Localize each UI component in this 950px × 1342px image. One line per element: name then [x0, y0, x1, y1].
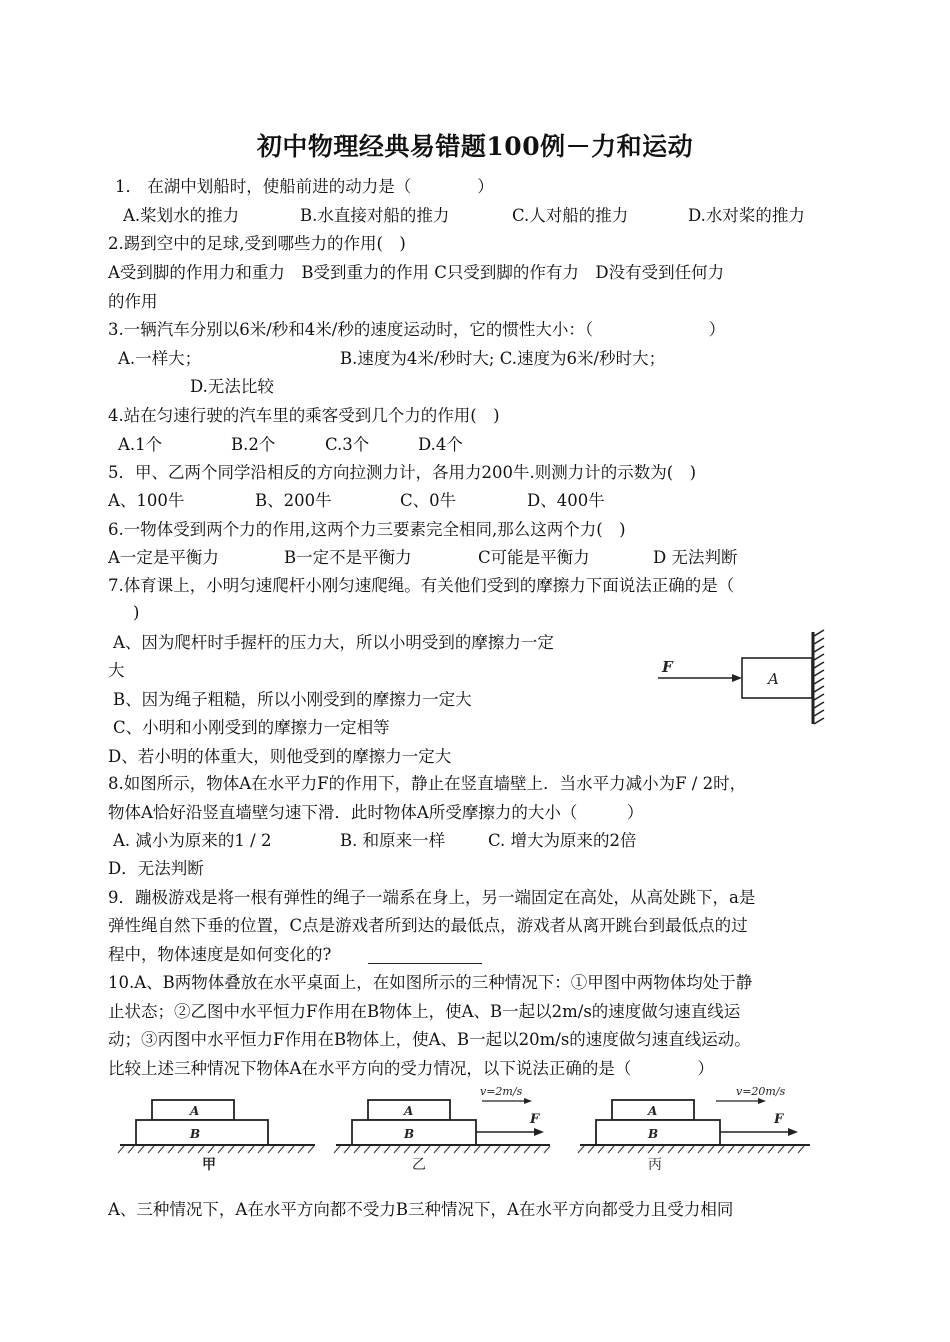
question-3-option-d: D.无法比较 — [190, 377, 274, 396]
option-c: C.人对船的推力 — [512, 206, 629, 225]
option-c: C.3个 — [325, 435, 370, 454]
force-arrowhead — [732, 674, 742, 682]
option-bc: B.速度为4米/秒时大; C.速度为6米/秒时大； — [340, 349, 666, 368]
question-8-cont: 物体A恰好沿竖直墙壁匀速下滑．此时物体A所受摩擦力的大小（ ） — [108, 803, 644, 822]
force-label: F — [774, 1112, 784, 1127]
question-3: 3.一辆汽车分别以6米/秒和4米/秒的速度运动时，它的惯性大小：（ ） — [108, 320, 726, 339]
question-7-option-a: A、因为爬杆时手握杆的压力大，所以小明受到的摩擦力一定 — [113, 633, 554, 652]
question-8-option-d: D．无法判断 — [108, 859, 204, 878]
question-7-option-d: D、若小明的体重大，则他受到的摩擦力一定大 — [108, 747, 452, 766]
option-b: B、200牛 — [255, 491, 332, 510]
caption-yi: 乙 — [412, 1157, 426, 1173]
caption-jia: 甲 — [202, 1157, 216, 1173]
question-7: 7.体育课上，小明匀速爬杆小刚匀速爬绳。有关他们受到的摩擦力下面说法正确的是（ — [108, 576, 735, 595]
option-a: A、100牛 — [108, 491, 185, 510]
velocity-label: v=2m/s — [480, 1085, 523, 1098]
option-b: B.水直接对船的推力 — [300, 206, 450, 225]
question-6: 6.一物体受到两个力的作用,这两个力三要素完全相同,那么这两个力( ) — [108, 520, 626, 539]
caption-bing: 丙 — [648, 1157, 662, 1173]
force-label: F — [662, 658, 673, 676]
question-7-option-b: B、因为绳子粗糙，所以小刚受到的摩擦力一定大 — [113, 690, 472, 709]
option-a: A一定是平衡力 — [108, 548, 219, 567]
option-c: C. 增大为原来的2倍 — [488, 831, 637, 850]
force-arrowhead — [788, 1128, 798, 1136]
block-a-label: A — [768, 670, 779, 688]
wall-force-figure — [650, 628, 840, 728]
option-a: A.1个 — [118, 435, 163, 454]
block-b-label: B — [648, 1127, 659, 1141]
option-a: A.桨划水的推力 — [123, 206, 240, 225]
force-arrowhead — [534, 1128, 544, 1136]
question-7-cont: ) — [133, 603, 140, 622]
figure-jia — [118, 1100, 315, 1173]
question-7-option-a-cont: 大 — [108, 661, 125, 680]
question-2-options: A受到脚的作用力和重力 B受到重力的作用 C只受到脚的作有力 D没有受到任何力 — [108, 263, 725, 282]
force-label: F — [530, 1112, 540, 1127]
block-a-label: A — [404, 1104, 414, 1118]
option-d: D、400牛 — [527, 491, 605, 510]
figure-yi — [334, 1085, 550, 1173]
option-d: D.水对桨的推力 — [688, 206, 805, 225]
question-9-cont-1: 弹性绳自然下垂的位置，C点是游戏者所到达的最低点，游戏者从离开跳台到最低点的过 — [108, 916, 748, 935]
question-4: 4.站在匀速行驶的汽车里的乘客受到几个力的作用( ) — [108, 406, 500, 425]
block-b — [136, 1120, 268, 1145]
question-5: 5．甲、乙两个同学沿相反的方向拉测力计，各用力200牛.则测力计的示数为( ) — [108, 463, 697, 482]
option-a: A. 减小为原来的1 / 2 — [113, 831, 272, 850]
option-b: B. 和原来一样 — [340, 831, 446, 850]
question-10: 10.A、B两物体叠放在水平桌面上，在如图所示的三种情况下：①甲图中两物体均处于静 — [108, 973, 753, 992]
question-10-options: A、三种情况下，A在水平方向都不受力B三种情况下，A在水平方向都受力且受力相同 — [108, 1200, 734, 1219]
velocity-label: v=20m/s — [736, 1085, 786, 1098]
option-c: C、0牛 — [400, 491, 457, 510]
question-2: 2.踢到空中的足球,受到哪些力的作用( ) — [108, 234, 406, 253]
block-b-label: B — [190, 1127, 201, 1141]
ground-hatching — [118, 1146, 314, 1153]
option-d: D 无法判断 — [653, 548, 738, 567]
option-d: D.4个 — [418, 435, 463, 454]
velocity-arrowhead — [758, 1098, 766, 1104]
option-c: C可能是平衡力 — [478, 548, 590, 567]
option-b: B一定不是平衡力 — [284, 548, 412, 567]
option-a: A.一样大； — [118, 349, 202, 368]
ground-hatching — [578, 1146, 804, 1153]
ground-hatching — [334, 1146, 550, 1153]
block-b-label: B — [404, 1127, 415, 1141]
wall-hatching — [814, 630, 824, 724]
block-a-label: A — [648, 1104, 658, 1118]
question-10-cont-3: 比较上述三种情况下物体A在水平方向的受力情况，以下说法正确的是（ ） — [108, 1059, 714, 1078]
question-7-option-c: C、小明和小刚受到的摩擦力一定相等 — [113, 718, 390, 737]
block-a-label: A — [190, 1104, 200, 1118]
question-9-cont-2: 程中，物体速度是如何变化的? — [108, 945, 332, 964]
question-10-cont-2: 动；③丙图中水平恒力F作用在B物体上，使A、B一起以20m/s的速度做匀速直线运动。 — [108, 1030, 751, 1049]
answer-blank[interactable] — [368, 963, 482, 964]
question-2-options-cont: 的作用 — [108, 292, 158, 311]
stacked-blocks-figure — [110, 1085, 830, 1180]
option-b: B.2个 — [231, 435, 276, 454]
question-10-cont-1: 止状态；②乙图中水平恒力F作用在B物体上，使A、B一起以2m/s的速度做匀速直线运 — [108, 1002, 741, 1021]
question-9: 9．蹦极游戏是将一根有弹性的绳子一端系在身上，另一端固定在高处，从高处跳下，a是 — [108, 888, 756, 907]
question-1: 1． 在湖中划船时，使船前进的动力是（ ） — [115, 177, 494, 196]
question-8: 8.如图所示，物体A在水平力F的作用下，静止在竖直墙壁上．当水平力减小为F / 2时， — [108, 774, 747, 793]
velocity-arrowhead — [524, 1098, 532, 1104]
page-title: 初中物理经典易错题100例－力和运动 — [256, 132, 694, 161]
figure-bing — [578, 1085, 810, 1173]
